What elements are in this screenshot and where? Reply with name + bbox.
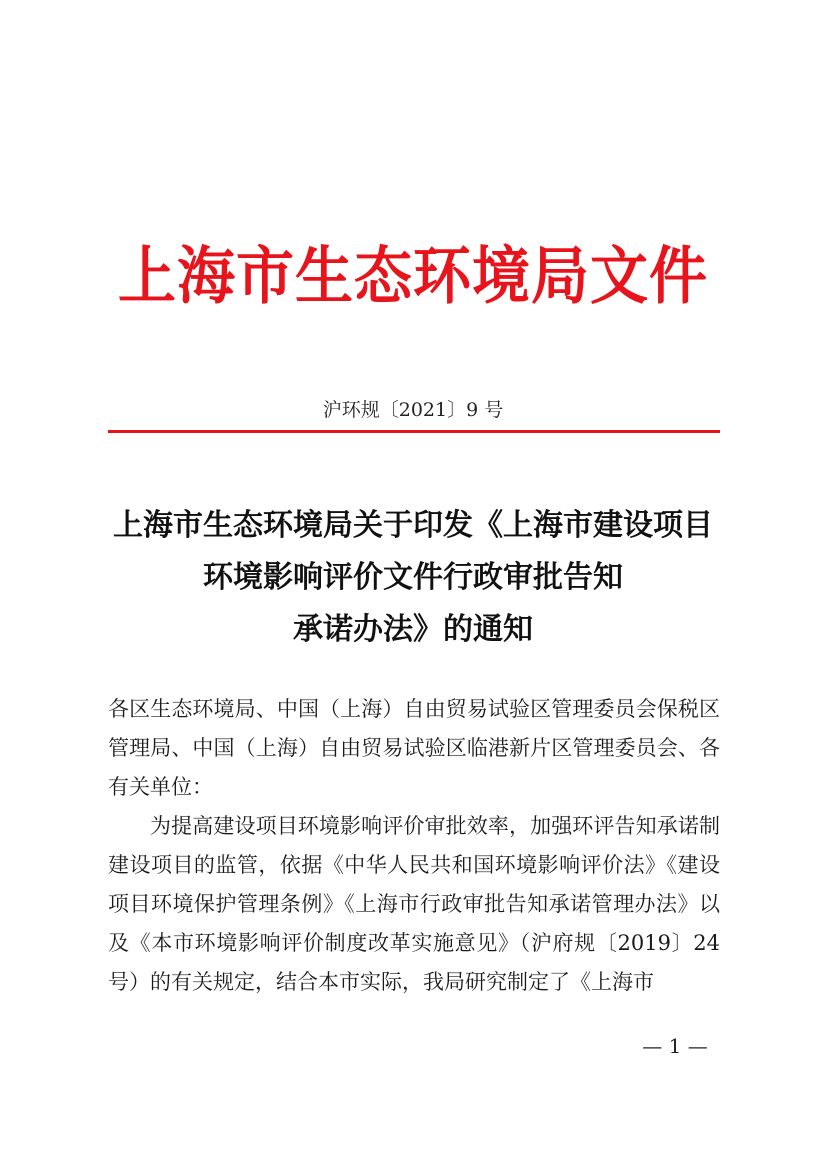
title-line-2: 环境影响评价文件行政审批告知 [203, 560, 623, 595]
body-paragraph: 为提高建设项目环境影响评价审批效率，加强环评告知承诺制建设项目的监管，依据《中华人民共和国环境影响评价法》《建设项目环境保护管理条例》《上海市行政审批告知承诺管理办法》以及《本市环境影响评价制度改革实施意见》（沪府规〔2019〕24 号）的有关规定，结合本市实际，我局研究制定了《上海市 [108, 814, 720, 994]
document-body [108, 690, 720, 1002]
header-divider [108, 430, 720, 433]
title-line-1: 上海市生态环境局关于印发《上海市建设项目 [113, 508, 713, 543]
addressee-paragraph: 各区生态环境局、中国（上海）自由贸易试验区管理委员会保税区管理局、中国（上海）自由贸易试验区临港新片区管理委员会、各有关单位： [108, 697, 720, 799]
document-number: 沪环规〔2021〕9 号 [322, 399, 504, 421]
document-masthead: 上海市生态环境局文件 [117, 239, 708, 313]
page-number: — 1 — [642, 1034, 708, 1058]
document-title [0, 500, 826, 656]
title-line-3: 承诺办法》的通知 [293, 612, 533, 647]
